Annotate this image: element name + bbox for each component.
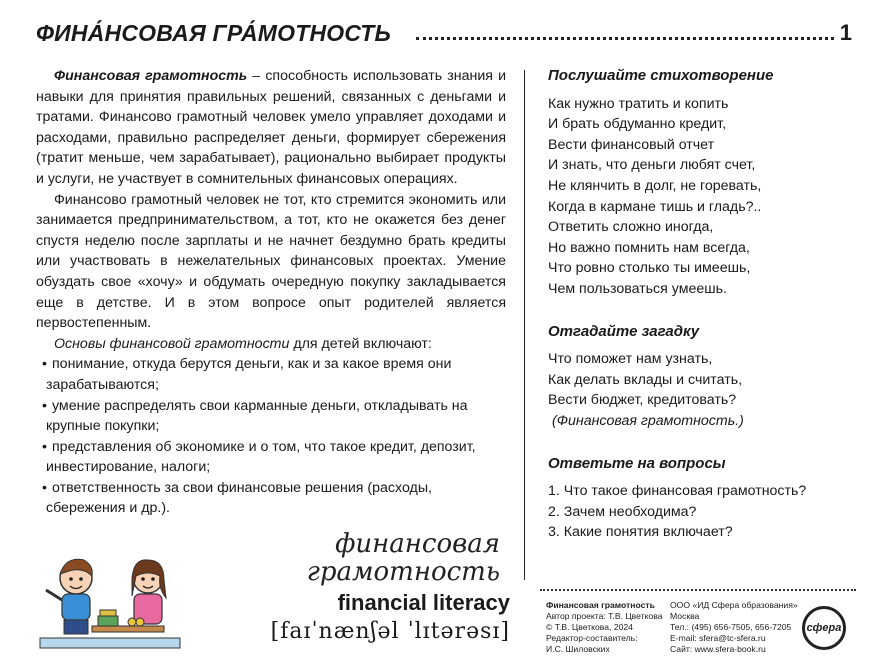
intro-text: – способность использовать знания и навыки для принятия правильных решений, связанных с деньгами и тратами. Финансово грамотный человек умело управляет доходами и расходами, правильно распределяет деньги, формирует сбережения (тратит меньше, чем зарабатывает), рационально выбирает продукты и услуги, не участвует в сомнительных финансовых операциях. — [36, 68, 507, 187]
intro-paragraph — [36, 66, 506, 190]
riddle-answer: (Финансовая грамотность.) — [552, 412, 744, 429]
page-number: 1 — [839, 20, 852, 45]
poem-line: И знать, что деньги любят счет, — [548, 157, 756, 174]
footer-publisher-info: ООО «ИД Сфера образования» Москва Тел.: (495) 656-7505, 656-7205 E-mail: sfera@tc-sfera.ru Сайт: www.sfera-book.ru — [670, 600, 798, 654]
basics-text: для детей включают: — [289, 335, 432, 352]
footer-dotted-line — [540, 589, 856, 591]
questions-heading: Ответьте на вопросы — [548, 454, 726, 472]
poem-line: Что ровно столько ты имеешь, — [548, 260, 751, 277]
list-item: • представления об экономике и о том, что такое кредит, депозит, инвестирование, налоги; — [42, 438, 476, 476]
poem-heading: Послушайте стихотворение — [548, 67, 774, 84]
publisher-logo — [802, 606, 846, 650]
intro-term: Финансовая грамотность — [54, 68, 248, 84]
riddle — [548, 349, 858, 431]
column-divider — [524, 70, 525, 580]
riddle-line: Вести бюджет, кредитовать? — [548, 392, 737, 409]
poem-line: Ответить сложно иногда, — [548, 219, 714, 236]
poem-line: Не клянчить в долг, не горевать, — [548, 177, 762, 194]
poem-line: Чем пользоваться умеешь. — [548, 280, 727, 297]
right-column — [548, 66, 858, 543]
list-item: • ответственность за свои финансовые решения (расходы, сбережения и др.). — [42, 479, 432, 517]
poem-line: Вести финансовый отчет — [548, 136, 715, 153]
term-block — [200, 530, 510, 646]
basics-term: Основы финансовой грамотности — [54, 335, 290, 352]
term-transcription: [faɪˈnænʃəl ˈlɪtərəsɪ] — [270, 619, 510, 644]
poem-line: Как нужно тратить и копить — [548, 95, 729, 112]
poem — [548, 94, 858, 300]
left-column — [36, 66, 506, 519]
riddle-line: Что поможет нам узнать, — [548, 351, 713, 368]
page-title: ФИНА́НСОВАЯ ГРА́МОТНОСТЬ — [36, 18, 397, 48]
footer-author-info: Финансовая грамотность Автор проекта: Т.В. Цветкова © Т.В. Цветкова, 2024 Редактор-составитель: И.С. Шиловских — [546, 600, 663, 654]
question-item: 2. Зачем необходима? — [548, 503, 697, 520]
logo-text: сфера — [806, 622, 842, 634]
poem-line: Но важно помнить нам всегда, — [548, 239, 750, 256]
header-dotted-leader — [416, 37, 834, 40]
term-script-line-1: финансовая — [335, 529, 500, 559]
page-header — [36, 18, 858, 52]
children-illustration — [36, 548, 186, 654]
riddle-line: Как делать вклады и считать, — [548, 371, 743, 388]
list-item: • умение распределять свои карманные деньги, откладывать на крупные покупки; — [42, 397, 468, 435]
basics-paragraph — [36, 334, 506, 355]
poem-line: И брать обдуманно кредит, — [548, 116, 727, 133]
basics-list — [36, 354, 506, 519]
term-english: financial literacy — [337, 590, 510, 615]
riddle-heading: Отгадайте загадку — [548, 322, 700, 340]
list-item: • понимание, откуда берутся деньги, как и за какое время они зарабатываются; — [42, 356, 452, 393]
term-script-line-2: грамотность — [306, 557, 500, 587]
question-item: 3. Какие понятия включает? — [548, 524, 733, 541]
poem-line: Когда в кармане тишь и гладь?.. — [548, 198, 762, 215]
question-item: 1. Что такое финансовая грамотность? — [548, 483, 807, 500]
paragraph-2: Финансово грамотный человек не тот, кто стремится экономить или занимается предпринимательством, а тот, кто не окажется без денег спустя неделю после зарплаты и не начнет бездумно брать кредиты или участвовать в нежелательных финансовых проектах. Умение обуздать свое «хочу» и обдумать очередную покупку закладывается еще в детстве. И в этом вопросе опыт родителей является первостепенным. — [36, 191, 506, 332]
questions-list — [548, 481, 858, 543]
